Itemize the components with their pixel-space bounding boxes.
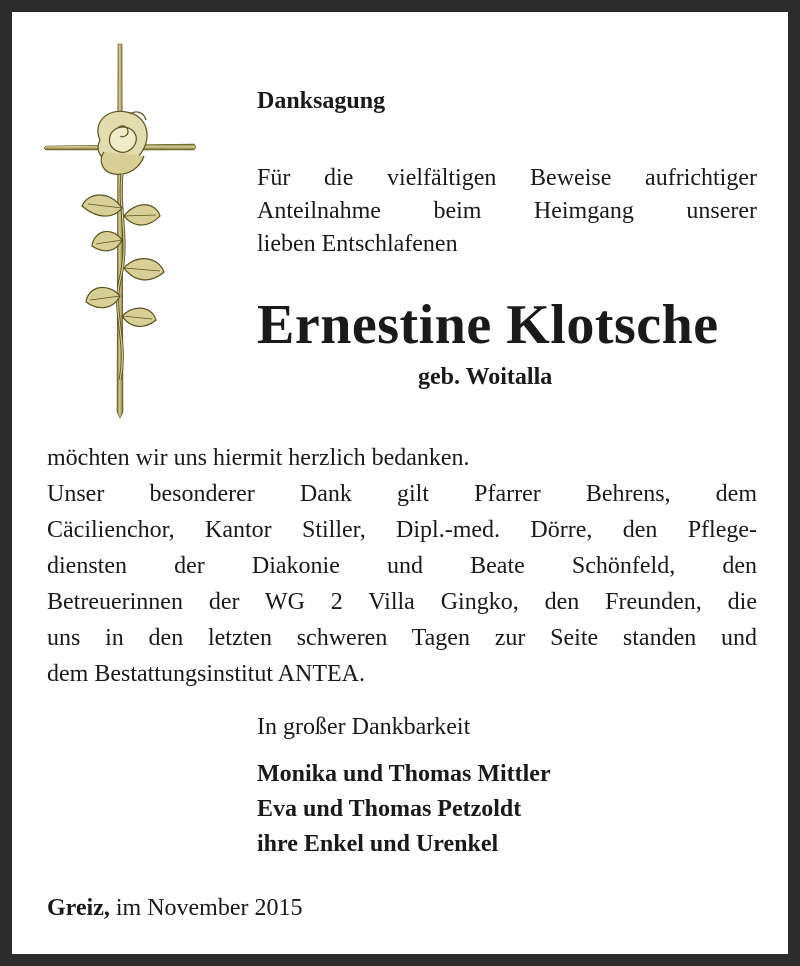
body-line: diensten der Diakonie und Beate Schönfeld, den: [47, 553, 757, 579]
thanks-body: [47, 440, 757, 692]
notice-heading: Danksagung: [257, 88, 386, 114]
signatory: ihre Enkel und Urenkel: [257, 831, 499, 857]
body-line: Cäcilienchor, Kantor Stiller, Dipl.-med. Dörre, den Pflege-: [47, 517, 757, 543]
body-line: uns in den letzten schweren Tagen zur Seite standen und: [47, 625, 757, 651]
intro-line: lieben Entschlafenen: [257, 231, 458, 257]
place-date: [47, 893, 303, 923]
deceased-name: Ernestine Klotsche: [257, 294, 719, 356]
signatory: Eva und Thomas Petzoldt: [257, 796, 522, 822]
intro-text: [257, 162, 757, 261]
closing-phrase: In großer Dankbarkeit: [257, 714, 471, 740]
intro-line: Anteilnahme beim Heimgang unserer: [257, 198, 757, 224]
body-line: Unser besonderer Dank gilt Pfarrer Behrens, dem: [47, 481, 757, 507]
body-line: dem Bestattungsinstitut ANTEA.: [47, 661, 365, 687]
intro-line: Für die vielfältigen Beweise aufrichtiger: [257, 165, 757, 191]
signatory: Monika und Thomas Mittler: [257, 761, 551, 787]
body-line: möchten wir uns hiermit herzlich bedanken.: [47, 445, 470, 471]
date: im November 2015: [115, 895, 303, 921]
body-line: Betreuerinnen der WG 2 Villa Gingko, den Freunden, die: [47, 589, 757, 615]
signatories: [257, 757, 551, 862]
maiden-name: geb. Woitalla: [418, 364, 553, 390]
cross-with-rose-icon: [40, 40, 200, 420]
place: Greiz,: [47, 895, 110, 921]
